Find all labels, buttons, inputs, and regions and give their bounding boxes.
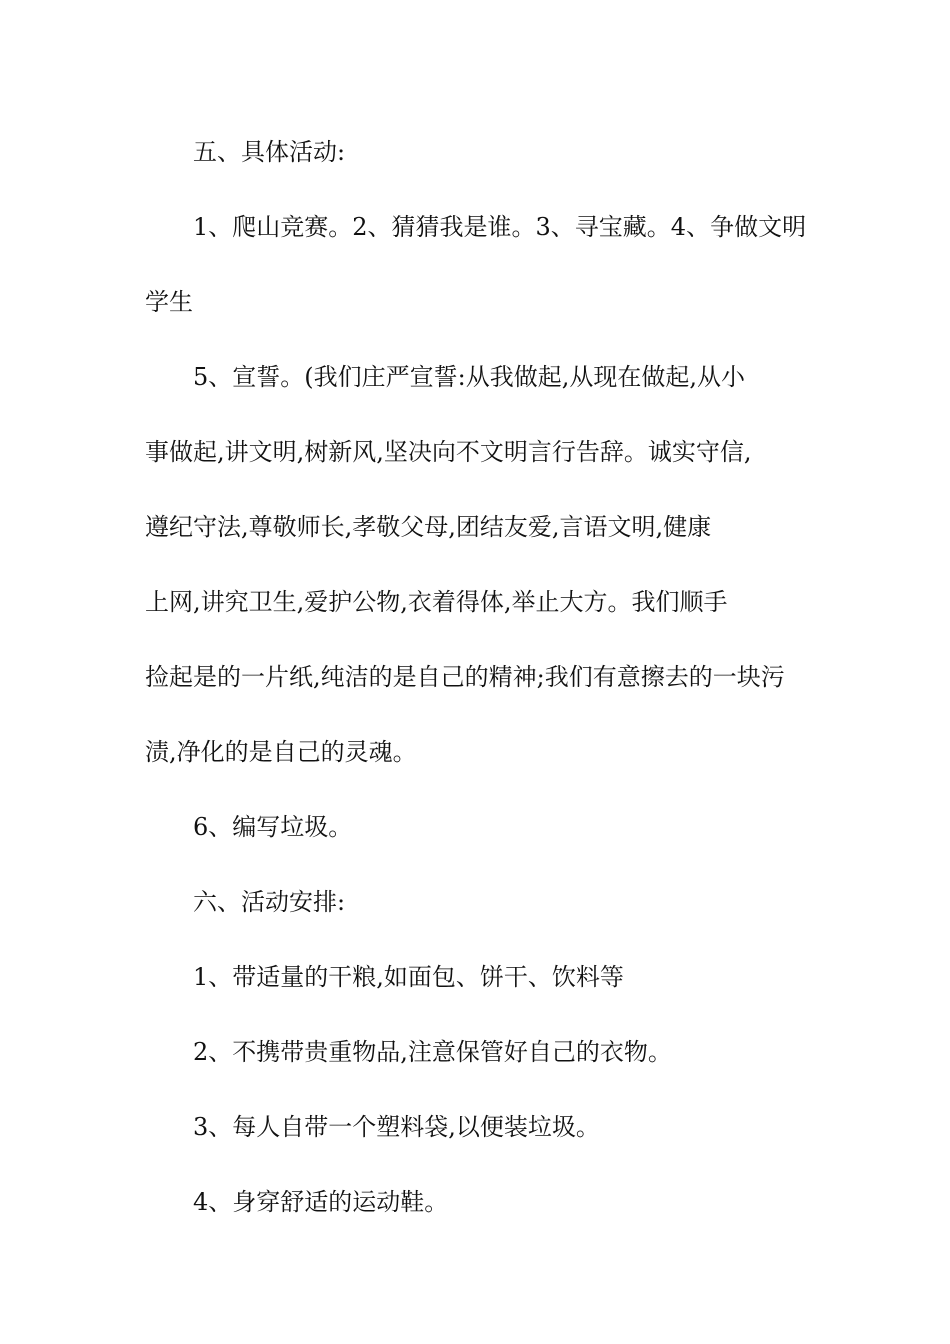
paragraph-line: 上网,讲究卫生,爱护公物,衣着得体,举止大方。我们顺手 [145,588,728,616]
document-body [145,125,817,1250]
list-item: 4、身穿舒适的运动鞋。 [193,1188,449,1216]
list-item: 3、每人自带一个塑料袋,以便装垃圾。 [193,1113,600,1141]
section-heading-activities: 五、具体活动: [193,138,346,166]
paragraph-line: 遵纪守法,尊敬师长,孝敬父母,团结友爱,言语文明,健康 [145,513,712,541]
paragraph-line: 事做起,讲文明,树新风,坚决向不文明言行告辞。诚实守信, [145,438,752,466]
paragraph-line: 渍,净化的是自己的灵魂。 [145,738,417,766]
paragraph-line: 5、宣誓。(我们庄严宣誓:从我做起,从现在做起,从小 [193,363,745,391]
list-item: 1、带适量的干粮,如面包、饼干、饮料等 [193,963,624,991]
paragraph-line: 捡起是的一片纸,纯洁的是自己的精神;我们有意擦去的一块污 [145,663,785,691]
paragraph-line: 1、爬山竞赛。2、猜猜我是谁。3、寻宝藏。4、争做文明 [193,213,807,241]
paragraph-line: 6、编写垃圾。 [193,813,353,841]
paragraph-line: 学生 [145,288,193,316]
list-item: 2、不携带贵重物品,注意保管好自己的衣物。 [193,1038,672,1066]
section-heading-arrangements: 六、活动安排: [193,888,346,916]
